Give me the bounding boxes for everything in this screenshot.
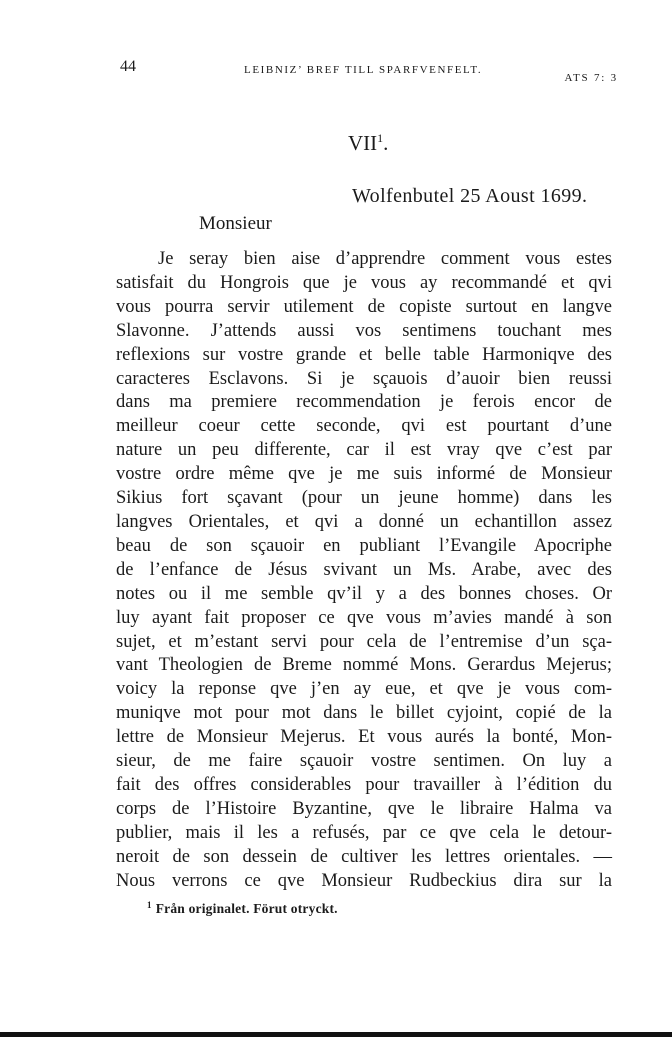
footnote — [147, 900, 338, 917]
dateline: Wolfenbutel 25 Aoust 1699. — [352, 185, 588, 207]
text-line: sieur, de me faire sçauoir vostre sentimen. On luy a — [116, 751, 612, 772]
text-line: beau de son sçauoir en publiant l’Evangile Apocriphe — [116, 535, 612, 556]
text-line: Sikius fort sçavant (pour un jeune homme) dans les — [116, 488, 612, 509]
text-line: sujet, et m’estant servi pour cela de l’entremise d’un sça- — [116, 631, 612, 652]
text-line: nature un peu differente, car il est vray qve c’est par — [116, 440, 612, 461]
text-line: vous pourra servir utilement de copiste surtout en langve — [116, 296, 612, 317]
text-line: meilleur coeur cette seconde, qvi est pourtant d’une — [116, 416, 612, 437]
text-line: voicy la reponse qve j’en ay eue, et qve je vous com- — [116, 679, 612, 700]
volume-mark: ATS 7: 3 — [564, 72, 618, 84]
letter-number-suffix: . — [383, 131, 389, 155]
footnote-marker: 1 — [147, 900, 152, 910]
text-line: satisfait du Hongrois que je vous ay recommandé et qvi — [116, 272, 612, 293]
scan-edge-rule — [0, 1032, 672, 1037]
footnote-text: Från originalet. Förut otryckt. — [155, 901, 338, 916]
letter-number-heading — [348, 131, 388, 156]
text-line: corps de l’Histoire Byzantine, qve le libraire Halma va — [116, 798, 612, 819]
text-line: dans ma premiere recommendation je ferois encor de — [116, 392, 612, 413]
text-line: fait des offres considerables pour travailler à l’édition du — [116, 774, 612, 795]
running-title: LEIBNIZ’ BREF TILL SPARFVENFELT. — [244, 64, 483, 76]
text-line: reflexions sur vostre grande et belle table Harmoniqve des — [116, 344, 612, 365]
text-line: caracteres Esclavons. Si je sçauois d’auoir bien reussi — [116, 368, 612, 389]
text-line: lettre de Monsieur Mejerus. Et vous aurés la bonté, Mon- — [116, 727, 612, 748]
text-line: vostre ordre même qve je me suis informé de Monsieur — [116, 464, 612, 485]
text-line: muniqve mot pour mot dans le billet cyjoint, copié de la — [116, 703, 612, 724]
text-line: langves Orientales, et qvi a donné un echantillon assez — [116, 511, 612, 532]
text-line: vant Theologien de Breme nommé Mons. Gerardus Mejerus; — [116, 655, 612, 676]
letter-number: VII — [348, 131, 378, 155]
text-line: Je seray bien aise d’apprendre comment vous estes — [158, 249, 612, 269]
text-line: de l’enfance de Jésus svivant un Ms. Arabe, avec des — [116, 559, 612, 580]
text-line: luy ayant fait proposer ce qve vous m’avies mandé à son — [116, 607, 612, 628]
text-line: Nous verrons ce qve Monsieur Rudbeckius dira sur la — [116, 870, 612, 891]
running-head — [118, 58, 618, 84]
page-number: 44 — [120, 58, 136, 75]
letter-body — [116, 248, 612, 893]
text-line: publier, mais il les a refusés, par ce qve cela le detour- — [116, 822, 612, 843]
text-line: Slavonne. J’attends aussi vos sentimens touchant mes — [116, 320, 612, 341]
text-line: neroit de son dessein de cultiver les lettres orientales. — — [116, 846, 612, 867]
footnote-reference: 1 — [377, 131, 384, 145]
salutation: Monsieur — [199, 213, 272, 234]
text-line: notes ou il me semble qv’il y a des bonnes choses. Or — [116, 583, 612, 604]
